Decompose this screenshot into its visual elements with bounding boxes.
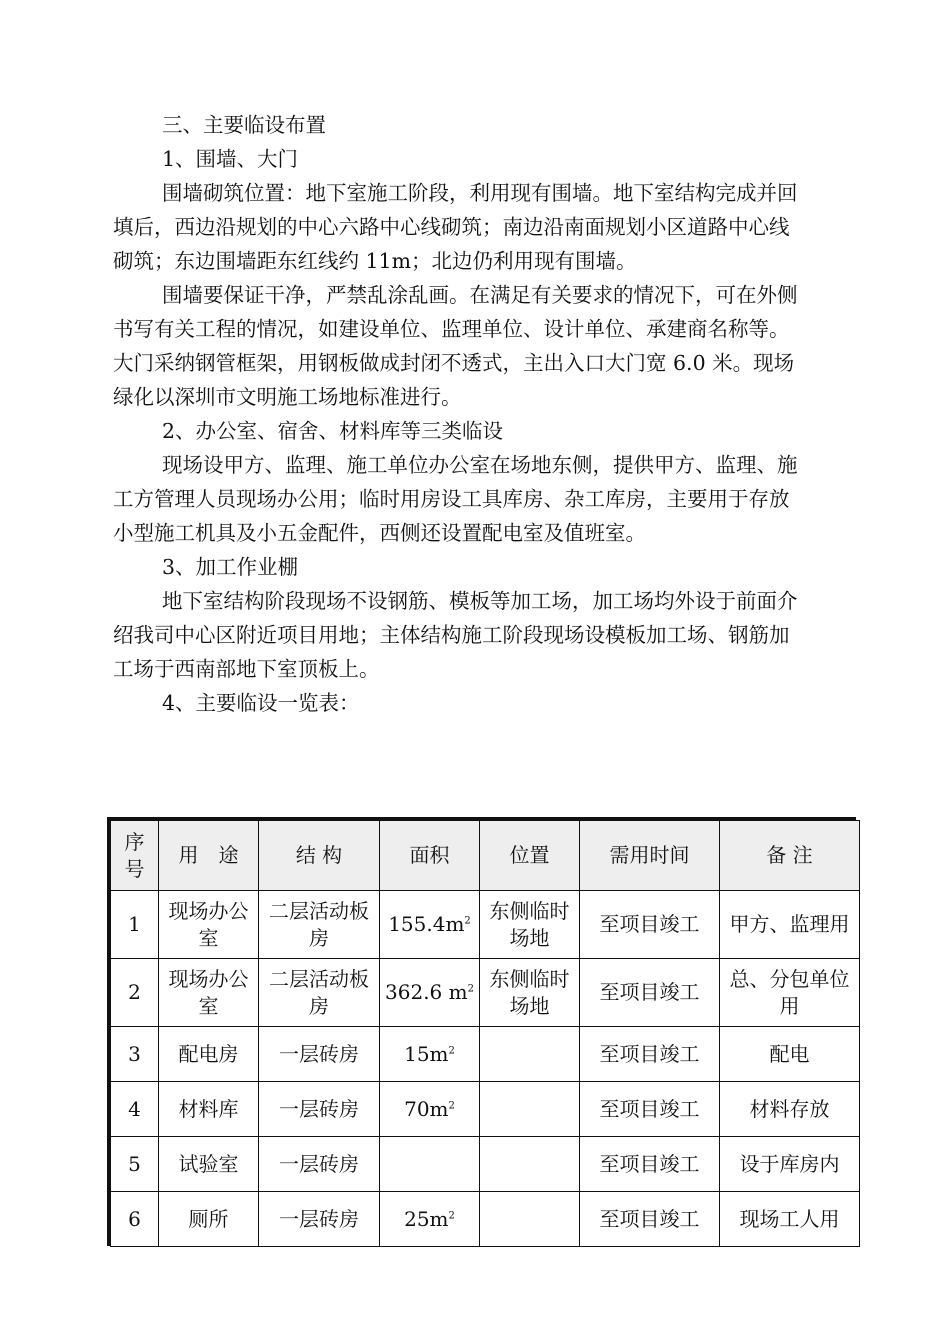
cell-use: 配电房: [159, 1027, 259, 1082]
facilities-table-frame: [107, 817, 856, 1246]
cell-area: [380, 1082, 480, 1137]
table-row: [111, 1082, 860, 1137]
cell-time: 至项目竣工: [580, 1082, 720, 1137]
paragraph-line: 小型施工机具及小五金配件，西侧还设置配电室及值班室。: [113, 521, 646, 545]
cell-no: 2: [111, 959, 159, 1027]
header-cell-location: 位置: [480, 821, 580, 891]
paragraph-line: 砌筑；东边围墙距东红线约 11m；北边仍利用现有围墙。: [113, 249, 637, 273]
paragraph-line: 围墙要保证干净，严禁乱涂乱画。在满足有关要求的情况下，可在外侧: [162, 283, 798, 307]
table-row: [111, 891, 860, 959]
header-cell-area: 面积: [380, 821, 480, 891]
table-row: [111, 1137, 860, 1192]
cell-location: 东侧临时场地: [480, 891, 580, 959]
cell-area: [380, 891, 480, 959]
paragraph-line: 绿化以深圳市文明施工场地标准进行。: [113, 385, 462, 409]
cell-use: 材料库: [159, 1082, 259, 1137]
cell-location: [480, 1082, 580, 1137]
cell-location: [480, 1027, 580, 1082]
header-cell-no: 序号: [111, 821, 159, 891]
header-cell-note: 备 注: [720, 821, 860, 891]
document-body: [113, 108, 855, 720]
cell-time: 至项目竣工: [580, 891, 720, 959]
cell-location: [480, 1192, 580, 1247]
area-unit-exponent: 2: [448, 1044, 455, 1056]
cell-time: 至项目竣工: [580, 1027, 720, 1082]
cell-structure: 二层活动板房: [259, 959, 380, 1027]
area-unit-exponent: 2: [448, 1209, 455, 1221]
cell-time: 至项目竣工: [580, 1137, 720, 1192]
table-header-row: [111, 821, 860, 891]
paragraph-line: 绍我司中心区附近项目用地；主体结构施工阶段现场设模板加工场、钢筋加: [113, 623, 790, 647]
cell-time: 至项目竣工: [580, 1192, 720, 1247]
paragraph-line: 大门采纳钢管框架，用钢板做成封闭不透式，主出入口大门宽 6.0 米。现场: [113, 351, 795, 375]
paragraph-line: 填后，西边沿规划的中心六路中心线砌筑；南边沿南面规划小区道路中心线: [113, 215, 790, 239]
facilities-table: [110, 820, 860, 1247]
cell-use: 试验室: [159, 1137, 259, 1192]
cell-location: 东侧临时场地: [480, 959, 580, 1027]
cell-note: 材料存放: [720, 1082, 860, 1137]
cell-use: 现场办公室: [159, 959, 259, 1027]
cell-location: [480, 1137, 580, 1192]
cell-time: 至项目竣工: [580, 959, 720, 1027]
cell-area: [380, 1192, 480, 1247]
area-value: 155.4m: [388, 912, 465, 936]
area-unit-exponent: 2: [464, 915, 471, 927]
paragraph-line: 地下室结构阶段现场不设钢筋、模板等加工场，加工场均外设于前面介: [162, 589, 798, 613]
cell-note: 总、分包单位用: [720, 959, 860, 1027]
cell-note: 配电: [720, 1027, 860, 1082]
table-row: [111, 959, 860, 1027]
area-unit-exponent: 2: [467, 983, 474, 995]
cell-no: 4: [111, 1082, 159, 1137]
cell-no: 5: [111, 1137, 159, 1192]
area-value: 25m: [404, 1206, 449, 1231]
area-value: 15m: [404, 1041, 449, 1066]
cell-note: 现场工人用: [720, 1192, 860, 1247]
table-row: [111, 1027, 860, 1082]
area-value: 362.6 m: [385, 980, 468, 1004]
header-cell-time: 需用时间: [580, 821, 720, 891]
cell-structure: 一层砖房: [259, 1192, 380, 1247]
header-cell-use: 用 途: [159, 821, 259, 891]
area-unit-exponent: 2: [448, 1099, 455, 1111]
paragraph-line: 现场设甲方、监理、施工单位办公室在场地东侧，提供甲方、监理、施: [162, 453, 798, 477]
subsection-heading-4: 4、主要临设一览表：: [162, 691, 360, 715]
cell-area: [380, 959, 480, 1027]
cell-no: 1: [111, 891, 159, 959]
cell-structure: 一层砖房: [259, 1027, 380, 1082]
paragraph-line: 工方管理人员现场办公用；临时用房设工具库房、杂工库房，主要用于存放: [113, 487, 790, 511]
cell-structure: 一层砖房: [259, 1137, 380, 1192]
cell-area: [380, 1027, 480, 1082]
cell-structure: 一层砖房: [259, 1082, 380, 1137]
cell-no: 6: [111, 1192, 159, 1247]
subsection-heading-3: 3、加工作业棚: [162, 555, 299, 579]
area-value: 70m: [404, 1096, 449, 1121]
cell-no: 3: [111, 1027, 159, 1082]
subsection-heading-1: 1、围墙、大门: [162, 147, 299, 171]
cell-note: 设于库房内: [720, 1137, 860, 1192]
section-title: 三、主要临设布置: [162, 113, 326, 137]
subsection-heading-2: 2、办公室、宿舍、材料库等三类临设: [162, 419, 504, 443]
cell-use: 现场办公室: [159, 891, 259, 959]
paragraph-line: 围墙砌筑位置：地下室施工阶段，利用现有围墙。地下室结构完成并回: [162, 181, 798, 205]
table-row: [111, 1192, 860, 1247]
cell-area: [380, 1137, 480, 1192]
cell-note: 甲方、监理用: [720, 891, 860, 959]
cell-structure: 二层活动板房: [259, 891, 380, 959]
header-cell-structure: 结 构: [259, 821, 380, 891]
cell-use: 厕所: [159, 1192, 259, 1247]
paragraph-line: 工场于西南部地下室顶板上。: [113, 657, 380, 681]
paragraph-line: 书写有关工程的情况，如建设单位、监理单位、设计单位、承建商名称等。: [113, 317, 790, 341]
